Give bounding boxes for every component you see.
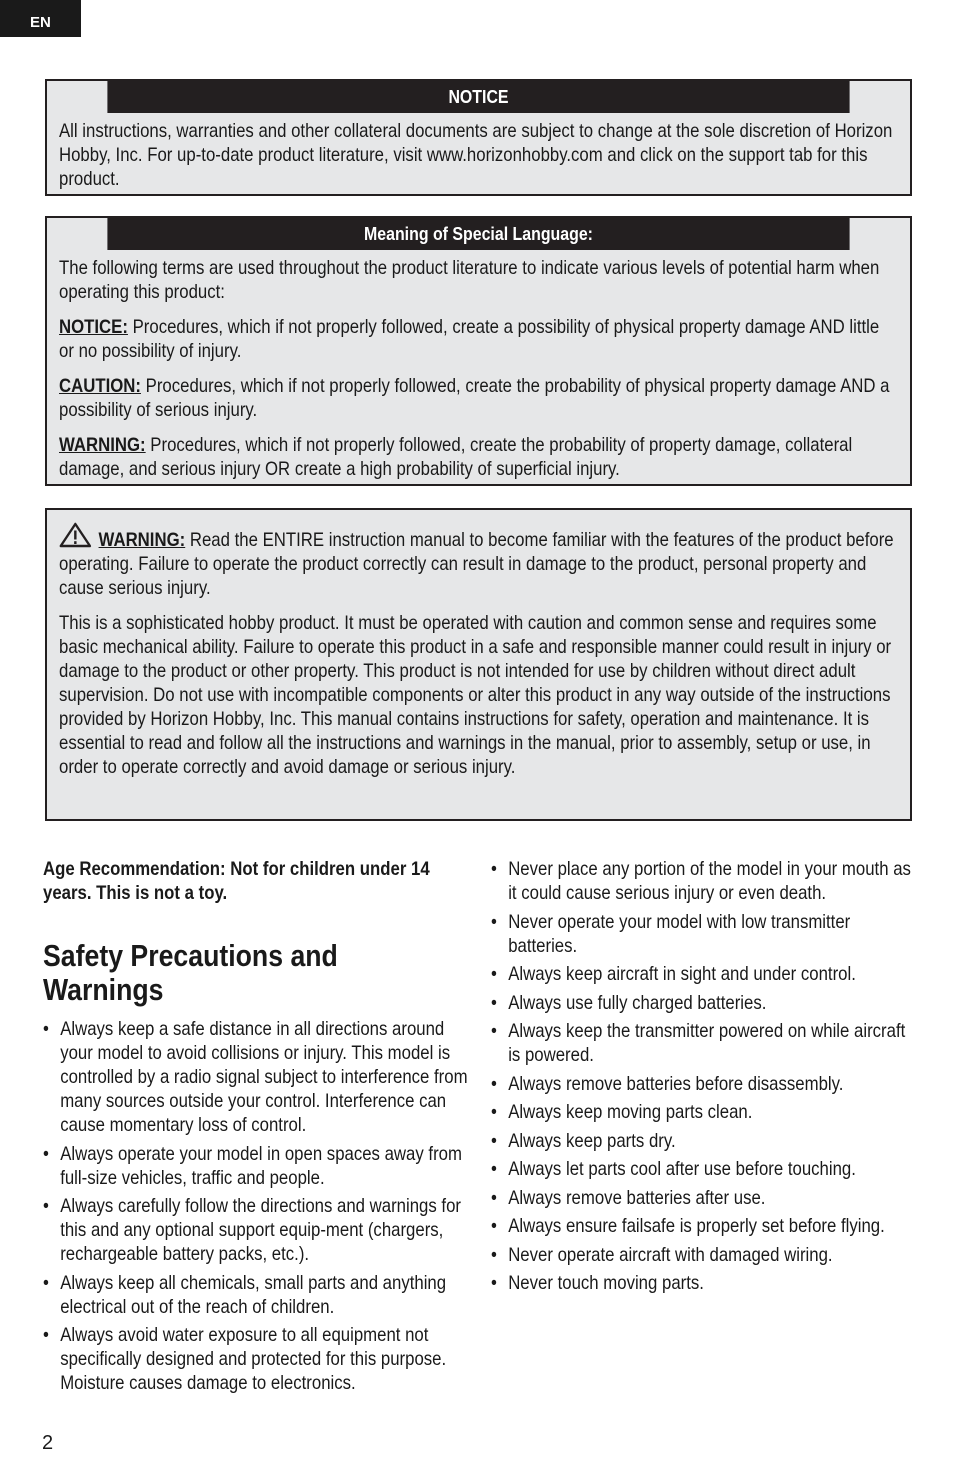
special-language-box: [45, 216, 912, 486]
list-item: • Always ensure failsafe is properly set before flying.: [491, 1214, 917, 1238]
list-item: • Always keep moving parts clean.: [491, 1100, 917, 1124]
page-number: 2: [42, 1432, 54, 1454]
list-item: • Always carefully follow the directions and warnings for this and any optional support equip-ment (chargers, rechargeable battery packs, etc.).: [43, 1194, 477, 1266]
notice-box-title: NOTICE: [107, 81, 849, 113]
term-warning-label: WARNING:: [59, 434, 146, 456]
special-language-intro: The following terms are used throughout the product literature to indicate various levels of potential harm when operating this product:: [59, 257, 880, 303]
notice-box-text: All instructions, warranties and other collateral documents are subject to change at the sole discretion of Horizon Hobby, Inc. For up-to-date product literature, visit www.horizonhobby.com and click on the support tab for this product.: [59, 120, 893, 190]
list-item: • Always remove batteries after use.: [491, 1186, 917, 1210]
list-item: • Never touch moving parts.: [491, 1271, 917, 1295]
warning-triangle-icon: [59, 522, 92, 548]
safety-heading: Safety Precautions and Warnings: [43, 938, 338, 1007]
right-bullet-list: [491, 857, 911, 1295]
left-bullet-list: [43, 1017, 468, 1395]
term-caution-label: CAUTION:: [59, 375, 141, 397]
list-item: • Never operate your model with low transmitter batteries.: [491, 910, 917, 958]
list-item: • Always use fully charged batteries.: [491, 991, 917, 1015]
term-warning: [59, 433, 898, 481]
special-language-title: Meaning of Special Language:: [107, 218, 849, 250]
list-item: • Always keep all chemicals, small parts and anything electrical out of the reach of children.: [43, 1271, 477, 1319]
list-item: • Always remove batteries before disassembly.: [491, 1072, 917, 1096]
list-item: • Never place any portion of the model in your mouth as it could cause serious injury or even death.: [491, 857, 917, 905]
list-item: • Always keep parts dry.: [491, 1129, 917, 1153]
term-caution: [59, 374, 898, 422]
warning-box: [45, 508, 912, 821]
term-caution-text: Procedures, which if not properly followed, create the probability of physical property damage AND a possibility of serious injury.: [59, 375, 890, 421]
age-recommendation: Age Recommendation: Not for children under 14 years. This is not a toy.: [43, 858, 430, 904]
warning-paragraph: This is a sophisticated hobby product. It must be operated with caution and common sense and requires some basic mechanical ability. Failure to operate this product in a safe and responsible manner could result in injury or damage to the product or other property. This product is not intended for use by children without direct adult supervision. Do not use with incompatible components or alter this product in any way outside of the instructions provided by Horizon Hobby, Inc. This manual contains instructions for safety, operation and maintenance. It is essential to read and follow all the instructions and warnings in the manual, prior to assembly, setup or use, in order to operate correctly and avoid damage or serious injury.: [59, 612, 892, 778]
list-item: • Always let parts cool after use before touching.: [491, 1157, 917, 1181]
list-item: • Always keep the transmitter powered on while aircraft is powered.: [491, 1019, 917, 1067]
warning-intro: [59, 522, 898, 600]
list-item: • Never operate aircraft with damaged wiring.: [491, 1243, 917, 1267]
language-tab: EN: [0, 0, 81, 37]
term-notice-label: NOTICE:: [59, 316, 128, 338]
list-item: • Always keep a safe distance in all directions around your model to avoid collisions or injury. This model is controlled by a radio signal subject to interference from many sources outside your control. Interference can cause momentary loss of control.: [43, 1017, 477, 1137]
list-item: • Always operate your model in open spaces away from full-size vehicles, traffic and people.: [43, 1142, 477, 1190]
right-column: [491, 857, 911, 1300]
term-notice-text: Procedures, which if not properly followed, create a possibility of physical property damage AND little or no possibility of injury.: [59, 316, 880, 362]
notice-box: [45, 79, 912, 196]
warning-label: WARNING:: [98, 529, 186, 551]
list-item: • Always avoid water exposure to all equipment not specifically designed and protected for this purpose. Moisture causes damage to electronics.: [43, 1323, 477, 1395]
term-notice: [59, 315, 898, 363]
term-warning-text: Procedures, which if not properly followed, create the probability of property damage, collateral damage, and serious injury OR create a high probability of superficial injury.: [59, 434, 853, 480]
left-column: [43, 857, 468, 1400]
list-item: • Always keep aircraft in sight and under control.: [491, 962, 917, 986]
warning-intro-text: Read the ENTIRE instruction manual to become familiar with the features of the product before operating. Failure to operate the product correctly can result in damage to the product, personal property and cause serious injury.: [59, 529, 894, 599]
